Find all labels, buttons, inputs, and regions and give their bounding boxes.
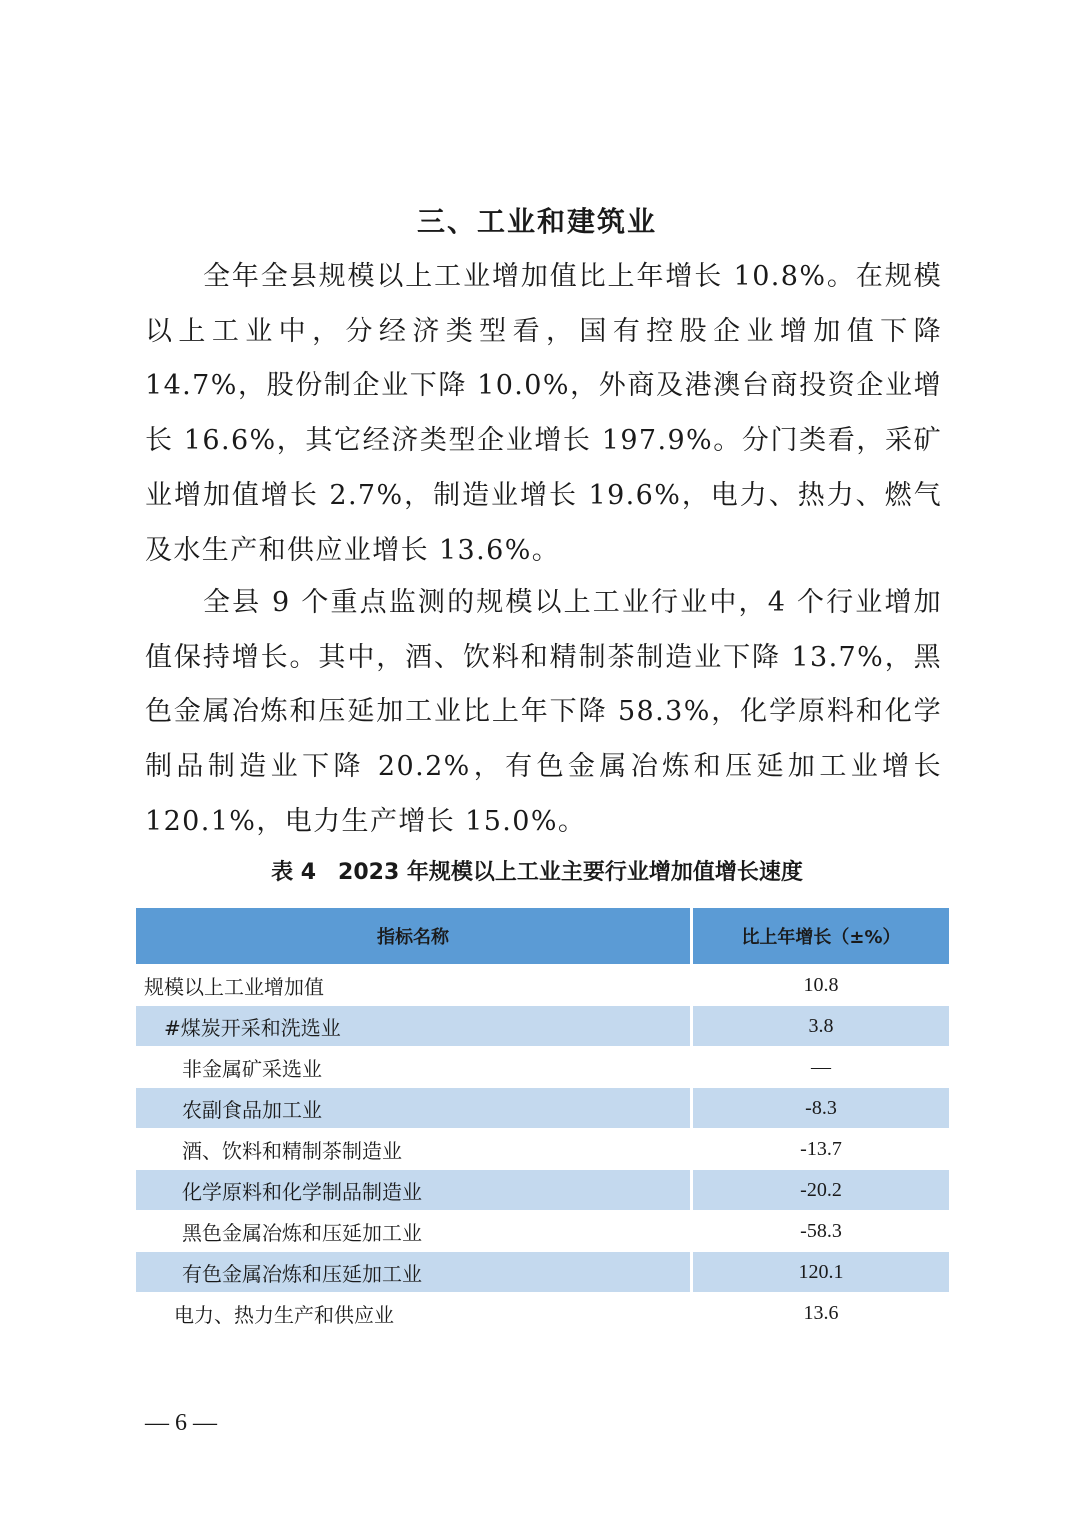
table-row [136,1088,949,1129]
section-title: 三、工业和建筑业 [416,205,657,238]
industry-growth-table [136,908,949,1334]
page-number: — 6 — [145,1410,217,1436]
table-row [136,1006,949,1047]
row-name: 非金属矿采选业 [136,1047,693,1088]
row-name: 黑色金属冶炼和压延加工业 [136,1211,693,1252]
table-row [136,1252,949,1293]
table-header-row [136,908,949,965]
table-row [136,1170,949,1211]
row-value: -20.2 [693,1170,949,1211]
row-name: #煤炭开采和洗选业 [136,1006,693,1047]
row-value: -58.3 [693,1211,949,1252]
row-value: 13.6 [693,1293,949,1334]
row-value: 10.8 [693,965,949,1006]
paragraph-key-industries: 全县 9 个重点监测的规模以上工业行业中，4 个行业增加值保持增长。其中，酒、饮料和精制茶制造业下降 13.7%，黑色金属冶炼和压延加工业比上年下降 58.3%，化学原料和化学制品制造业下降 20.2%，有色金属冶炼和压延加工业增长 120.1%，电力生产增长 15.0%。 [145,587,942,837]
row-value: -13.7 [693,1129,949,1170]
header-growth-rate: 比上年增长（±%） [693,908,949,965]
row-name: 有色金属冶炼和压延加工业 [136,1252,693,1293]
row-name: 规模以上工业增加值 [136,965,693,1006]
table-row [136,1047,949,1088]
table-row [136,1293,949,1334]
row-value: 120.1 [693,1252,949,1293]
row-name: 农副食品加工业 [136,1088,693,1129]
row-value: — [693,1047,949,1088]
row-name: 电力、热力生产和供应业 [136,1293,693,1334]
table-row [136,965,949,1006]
table-row [136,1211,949,1252]
table-caption: 表 4 2023 年规模以上工业主要行业增加值增长速度 [271,860,803,885]
paragraph-industry-overview: 全年全县规模以上工业增加值比上年增长 10.8%。在规模以上工业中，分经济类型看，国有控股企业增加值下降 14.7%，股份制企业下降 10.0%，外商及港澳台商投资企业增长 16.6%，其它经济类型企业增长 197.9%。分门类看，采矿业增加值增长 2.7%，制造业增长 19.6%，电力、热力、燃气及水生产和供应业增长 13.6%。 [145,261,942,566]
header-indicator-name: 指标名称 [136,908,693,965]
row-value: -8.3 [693,1088,949,1129]
row-name: 酒、饮料和精制茶制造业 [136,1129,693,1170]
row-value: 3.8 [693,1006,949,1047]
row-name: 化学原料和化学制品制造业 [136,1170,693,1211]
table-row [136,1129,949,1170]
